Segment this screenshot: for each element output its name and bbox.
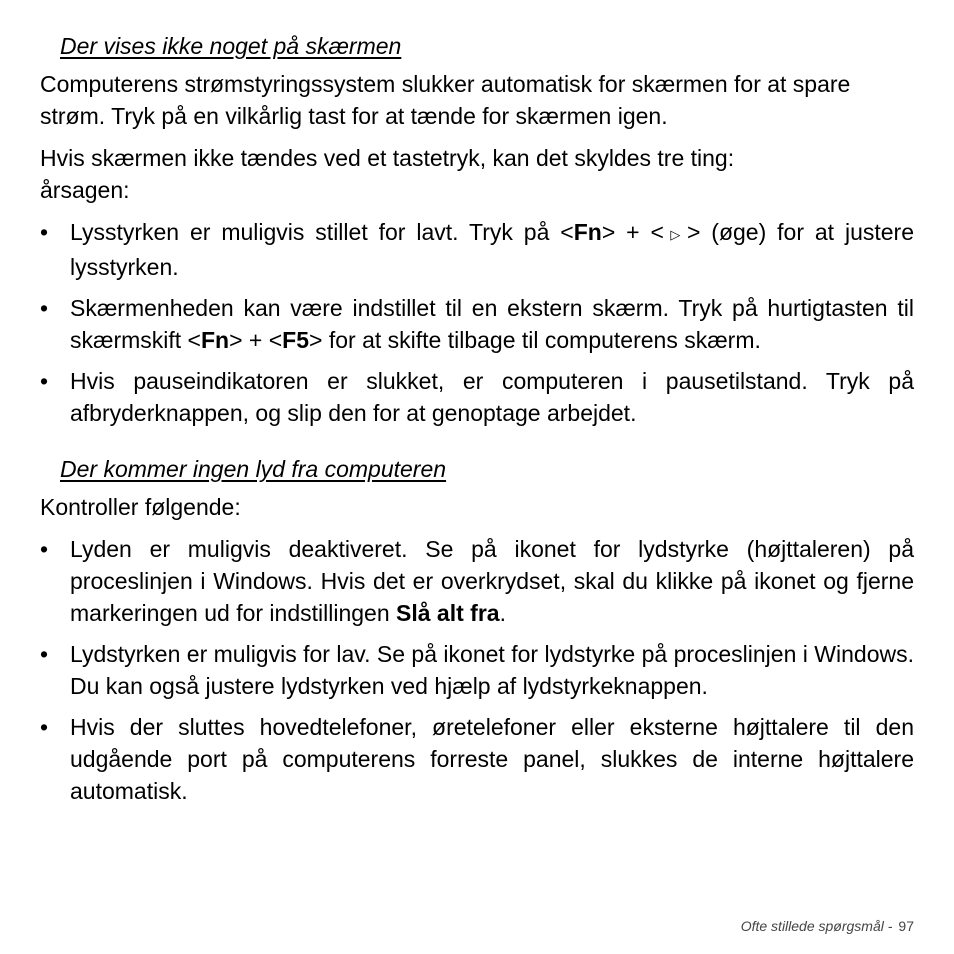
paragraph-check: Kontroller følgende: [40,494,241,520]
bullet-muted [40,533,914,629]
display-bullet-list [40,216,914,429]
brightness-up-icon: ▷ [665,227,685,242]
bullet-brightness-text-b: > + < [601,219,664,245]
paragraph-causes-line2: årsagen: [40,177,130,203]
bullet-brightness-text-c: > (øge) for at justere lysstyrken. [70,219,915,280]
bullet-external-display [40,292,914,356]
section-heading-display: Der vises ikke noget på skærmen [60,33,402,59]
key-f5: F5 [282,327,310,353]
sound-bullet-list [40,533,914,807]
bullet-sleep: • Hvis pauseindikatoren er slukket, er computeren i pausetilstand. Tryk på afbryderknappen, og slip den for at genoptage arbejdet. [40,365,914,429]
paragraph-power-management: Computerens strømstyringssystem slukker automatisk for skærmen for at spare strøm. Tryk på en vilkårlig tast for at tænde for skærmen igen. [40,71,851,129]
bullet-brightness-text-a: Lysstyrken er muligvis stillet for lavt. Tryk på < [70,219,574,245]
bullet-external-text-c: > for at skifte tilbage til computerens skærm. [309,327,761,353]
bullet-volume-low: • Lydstyrken er muligvis for lav. Se på ikonet for lydstyrke på proceslinjen i Windows. Du kan også justere lydstyrken ved hjælp af lydstyrkeknappen. [40,638,914,702]
bullet-brightness [40,216,914,283]
document-page [40,30,914,816]
section-heading-sound: Der kommer ingen lyd fra computeren [60,456,447,482]
page-number: 97 [898,918,914,934]
bullet-muted-text-a: Lyden er muligvis deaktiveret. Se på ikonet for lydstyrke (højttaleren) på proceslinjen i Windows. Hvis det er overkrydset, skal du klikke på ikonet og fjerne markeringen ud for indstillingen [70,536,914,626]
paragraph-causes [40,142,914,206]
bullet-external-text-b: > + < [229,327,283,353]
bullet-muted-text-b: . [499,600,506,626]
paragraph-causes-line1: Hvis skærmen ikke tændes ved et tastetryk, kan det skyldes tre ting: [40,145,735,171]
key-fn: Fn [200,327,230,353]
mute-all-option: Slå alt fra [396,600,500,626]
key-fn: Fn [573,219,602,245]
page-footer [741,918,914,934]
bullet-external-text-a: Skærmenheden kan være indstillet til en ekstern skærm. Tryk på hurtigtasten til skærmskift < [70,295,914,353]
bullet-headphones: • Hvis der sluttes hovedtelefoner, øretelefoner eller eksterne højttalere til den udgående port på computerens forreste panel, slukkes de interne højttalere automatisk. [40,711,914,807]
footer-label: Ofte stillede spørgsmål - [740,918,893,934]
